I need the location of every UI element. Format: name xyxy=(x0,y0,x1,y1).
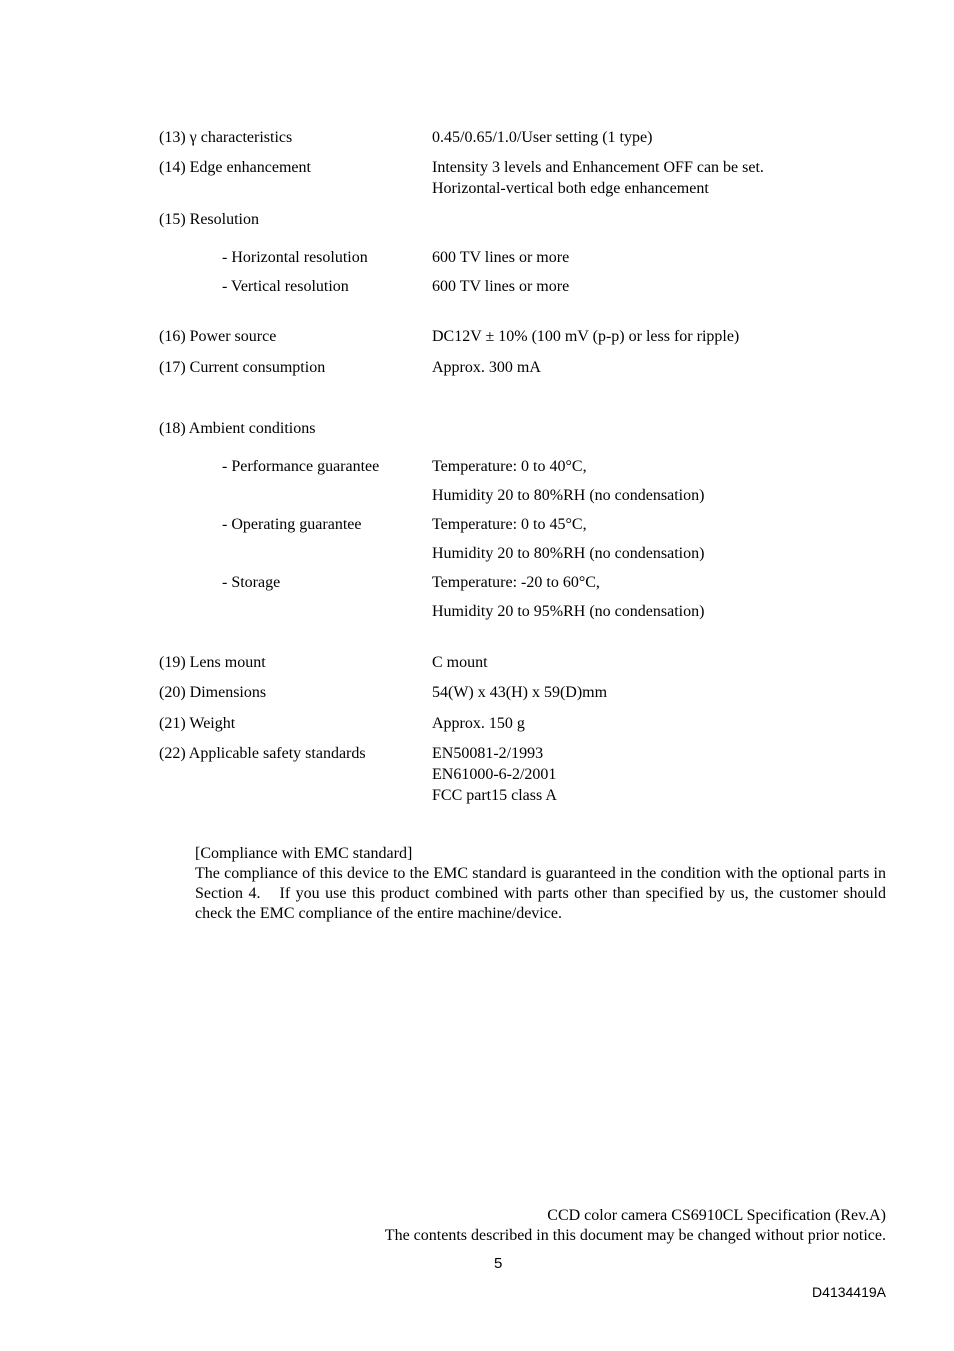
spec-19-label: (19) Lens mount xyxy=(159,654,266,671)
spec-22-value-2: EN61000-6-2/2001 xyxy=(432,766,557,783)
footer-title: CCD color camera CS6910CL Specification (Rev.A) xyxy=(547,1207,886,1224)
document-id: D4134419A xyxy=(812,1284,886,1300)
spec-13-value: 0.45/0.65/1.0/User setting (1 type) xyxy=(432,129,653,146)
spec-20-value: 54(W) x 43(H) x 59(D)mm xyxy=(432,684,608,701)
spec-14-label: (14) Edge enhancement xyxy=(159,159,311,176)
spec-18-performance-label: - Performance guarantee xyxy=(222,458,380,475)
spec-15-label: (15) Resolution xyxy=(159,211,259,228)
spec-15-horizontal-value: 600 TV lines or more xyxy=(432,249,570,266)
spec-18-storage-humidity: Humidity 20 to 95%RH (no condensation) xyxy=(432,603,705,620)
spec-15-vertical-value: 600 TV lines or more xyxy=(432,278,570,295)
emc-body: The compliance of this device to the EMC standard is guaranteed in the condition with the optional parts in Section 4. If you use this product combined with parts other than specified by us, the customer should check the EMC compliance of the entire machine/device. xyxy=(195,865,887,922)
spec-18-label: (18) Ambient conditions xyxy=(159,420,316,437)
spec-16-label: (16) Power source xyxy=(159,328,277,345)
spec-22-value-3: FCC part15 class A xyxy=(432,787,557,804)
spec-22-label: (22) Applicable safety standards xyxy=(159,745,366,762)
spec-21-label: (21) Weight xyxy=(159,715,236,732)
spec-20-label: (20) Dimensions xyxy=(159,684,267,701)
spec-18-storage-label: - Storage xyxy=(222,574,281,591)
spec-18-operating-label: - Operating guarantee xyxy=(222,516,362,533)
spec-18-operating-humidity: Humidity 20 to 80%RH (no condensation) xyxy=(432,545,705,562)
spec-15-vertical-label: - Vertical resolution xyxy=(222,278,349,295)
spec-14-value-1: Intensity 3 levels and Enhancement OFF can be set. xyxy=(432,159,764,176)
spec-22-value-1: EN50081-2/1993 xyxy=(432,745,544,762)
emc-heading: [Compliance with EMC standard] xyxy=(195,845,413,862)
spec-15-horizontal-label: - Horizontal resolution xyxy=(222,249,368,266)
spec-18-performance-temperature: Temperature: 0 to 40°C, xyxy=(432,458,587,475)
page-number: 5 xyxy=(494,1255,503,1272)
spec-16-value: DC12V ± 10% (100 mV (p-p) or less for ripple) xyxy=(432,328,740,345)
footer-notice: The contents described in this document may be changed without prior notice. xyxy=(384,1227,886,1244)
spec-18-storage-temperature: Temperature: -20 to 60°C, xyxy=(432,574,600,591)
spec-18-performance-humidity: Humidity 20 to 80%RH (no condensation) xyxy=(432,487,705,504)
spec-21-value: Approx. 150 g xyxy=(432,715,525,732)
spec-18-operating-temperature: Temperature: 0 to 45°C, xyxy=(432,516,587,533)
spec-19-value: C mount xyxy=(432,654,488,671)
emc-note xyxy=(195,844,886,924)
spec-17-label: (17) Current consumption xyxy=(159,359,326,376)
spec-13-label: (13) γ characteristics xyxy=(159,129,293,146)
spec-17-value: Approx. 300 mA xyxy=(432,359,541,376)
spec-14-value-2: Horizontal-vertical both edge enhancement xyxy=(432,180,709,197)
